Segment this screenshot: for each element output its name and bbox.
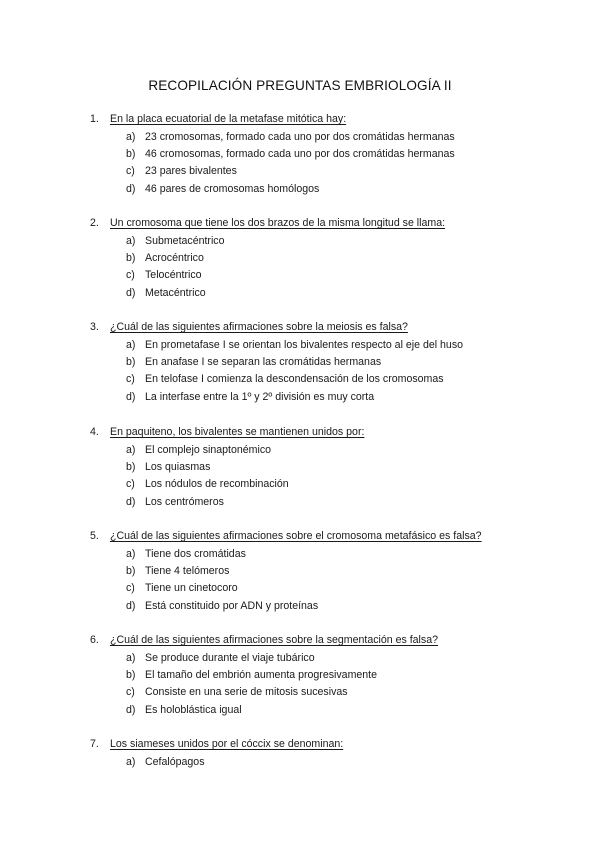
question-header	[90, 112, 560, 126]
option-item	[90, 251, 560, 268]
option-item	[90, 477, 560, 494]
question-number: 3.	[90, 321, 99, 333]
options-list	[90, 338, 560, 407]
option-text: En telofase I comienza la descondensación de los cromosomas	[145, 373, 444, 386]
question-header	[90, 529, 560, 543]
option-text: Los quiasmas	[145, 461, 211, 474]
option-text: Consiste en una serie de mitosis sucesivas	[145, 686, 348, 699]
question-header	[90, 216, 560, 230]
question-6	[90, 633, 560, 720]
option-text: Los nódulos de recombinación	[145, 478, 289, 491]
option-letter: d)	[126, 286, 136, 299]
option-text: Telocéntrico	[145, 269, 202, 282]
option-text: 23 cromosomas, formado cada uno por dos cromátidas hermanas	[145, 131, 455, 143]
question-header	[90, 425, 560, 439]
option-letter: c)	[126, 373, 135, 386]
question-3	[90, 320, 560, 407]
option-letter: b)	[126, 669, 136, 682]
question-number: 7.	[90, 738, 99, 750]
option-letter: b)	[126, 356, 136, 369]
question-number: 1.	[90, 113, 99, 125]
option-letter: c)	[126, 269, 135, 282]
option-letter: d)	[126, 599, 136, 612]
option-item	[90, 755, 560, 772]
question-number: 5.	[90, 530, 99, 542]
option-text: 23 pares bivalentes	[145, 165, 237, 178]
option-letter: b)	[126, 565, 136, 578]
option-text: El complejo sinaptonémico	[145, 444, 272, 456]
option-item	[90, 443, 560, 460]
option-letter: c)	[126, 165, 135, 178]
option-item	[90, 564, 560, 581]
options-list	[90, 547, 560, 616]
options-list	[90, 651, 560, 720]
options-list	[90, 130, 560, 199]
question-5	[90, 529, 560, 616]
option-text: Se produce durante el viaje tubárico	[145, 652, 315, 664]
option-item	[90, 495, 560, 512]
option-text: La interfase entre la 1º y 2º división es muy corta	[145, 390, 375, 403]
option-text: Los centrómeros	[145, 495, 224, 508]
option-letter: a)	[126, 756, 136, 768]
option-letter: a)	[126, 339, 136, 351]
option-item	[90, 372, 560, 389]
option-letter: c)	[126, 478, 135, 491]
option-letter: b)	[126, 148, 136, 161]
option-letter: a)	[126, 131, 136, 143]
option-letter: b)	[126, 461, 136, 474]
option-letter: a)	[126, 548, 136, 560]
option-item	[90, 651, 560, 668]
question-number: 2.	[90, 217, 99, 229]
question-text: Los siameses unidos por el cóccix se denominan:	[110, 738, 344, 750]
option-text: Es holoblástica igual	[145, 703, 242, 716]
option-item	[90, 460, 560, 477]
option-text: Metacéntrico	[145, 286, 206, 299]
option-text: Está constituido por ADN y proteínas	[145, 599, 319, 612]
option-text: En prometafase I se orientan los bivalentes respecto al eje del huso	[145, 339, 464, 351]
question-2	[90, 216, 560, 303]
option-text: El tamaño del embrión aumenta progresivamente	[145, 669, 378, 682]
option-letter: d)	[126, 703, 136, 716]
question-7	[90, 737, 560, 772]
option-item	[90, 164, 560, 181]
option-letter: d)	[126, 495, 136, 508]
option-item	[90, 286, 560, 303]
option-text: 46 pares de cromosomas homólogos	[145, 182, 320, 195]
question-text: En la placa ecuatorial de la metafase mitótica hay:	[110, 113, 347, 125]
option-text: Tiene 4 telómeros	[145, 565, 230, 578]
option-item	[90, 581, 560, 598]
option-letter: b)	[126, 252, 136, 265]
question-number: 4.	[90, 426, 99, 438]
options-list	[90, 755, 560, 772]
options-list	[90, 443, 560, 512]
question-text: ¿Cuál de las siguientes afirmaciones sobre la segmentación es falsa?	[110, 634, 438, 646]
option-item	[90, 668, 560, 685]
option-text: Cefalópagos	[145, 756, 205, 768]
question-text: Un cromosoma que tiene los dos brazos de la misma longitud se llama:	[110, 217, 446, 229]
question-header	[90, 633, 560, 647]
option-letter: c)	[126, 686, 135, 699]
option-text: Tiene un cinetocoro	[145, 582, 238, 595]
option-item	[90, 147, 560, 164]
option-text: Tiene dos cromátidas	[145, 548, 246, 560]
option-item	[90, 268, 560, 285]
question-header	[90, 320, 560, 334]
option-item	[90, 599, 560, 616]
question-number: 6.	[90, 634, 99, 646]
option-item	[90, 355, 560, 372]
question-header	[90, 737, 560, 751]
option-item	[90, 547, 560, 564]
option-text: Acrocéntrico	[145, 252, 204, 265]
option-item	[90, 338, 560, 355]
question-1	[90, 112, 560, 199]
option-letter: a)	[126, 652, 136, 664]
option-text: 46 cromosomas, formado cada uno por dos cromátidas hermanas	[145, 148, 455, 161]
question-text: ¿Cuál de las siguientes afirmaciones sobre la meiosis es falsa?	[110, 321, 408, 333]
question-4	[90, 425, 560, 512]
option-item	[90, 390, 560, 407]
page-title: RECOPILACIÓN PREGUNTAS EMBRIOLOGÍA II	[148, 78, 452, 93]
option-text: En anafase I se separan las cromátidas hermanas	[145, 356, 382, 369]
question-text: En paquiteno, los bivalentes se mantienen unidos por:	[110, 426, 365, 438]
options-list	[90, 234, 560, 303]
option-item	[90, 234, 560, 251]
option-item	[90, 182, 560, 199]
option-letter: a)	[126, 444, 136, 456]
option-item	[90, 685, 560, 702]
option-letter: c)	[126, 582, 135, 595]
option-letter: d)	[126, 390, 136, 403]
option-text: Submetacéntrico	[145, 235, 225, 247]
option-item	[90, 703, 560, 720]
option-letter: a)	[126, 235, 136, 247]
option-item	[90, 130, 560, 147]
question-text: ¿Cuál de las siguientes afirmaciones sobre el cromosoma metafásico es falsa?	[110, 530, 482, 542]
option-letter: d)	[126, 182, 136, 195]
